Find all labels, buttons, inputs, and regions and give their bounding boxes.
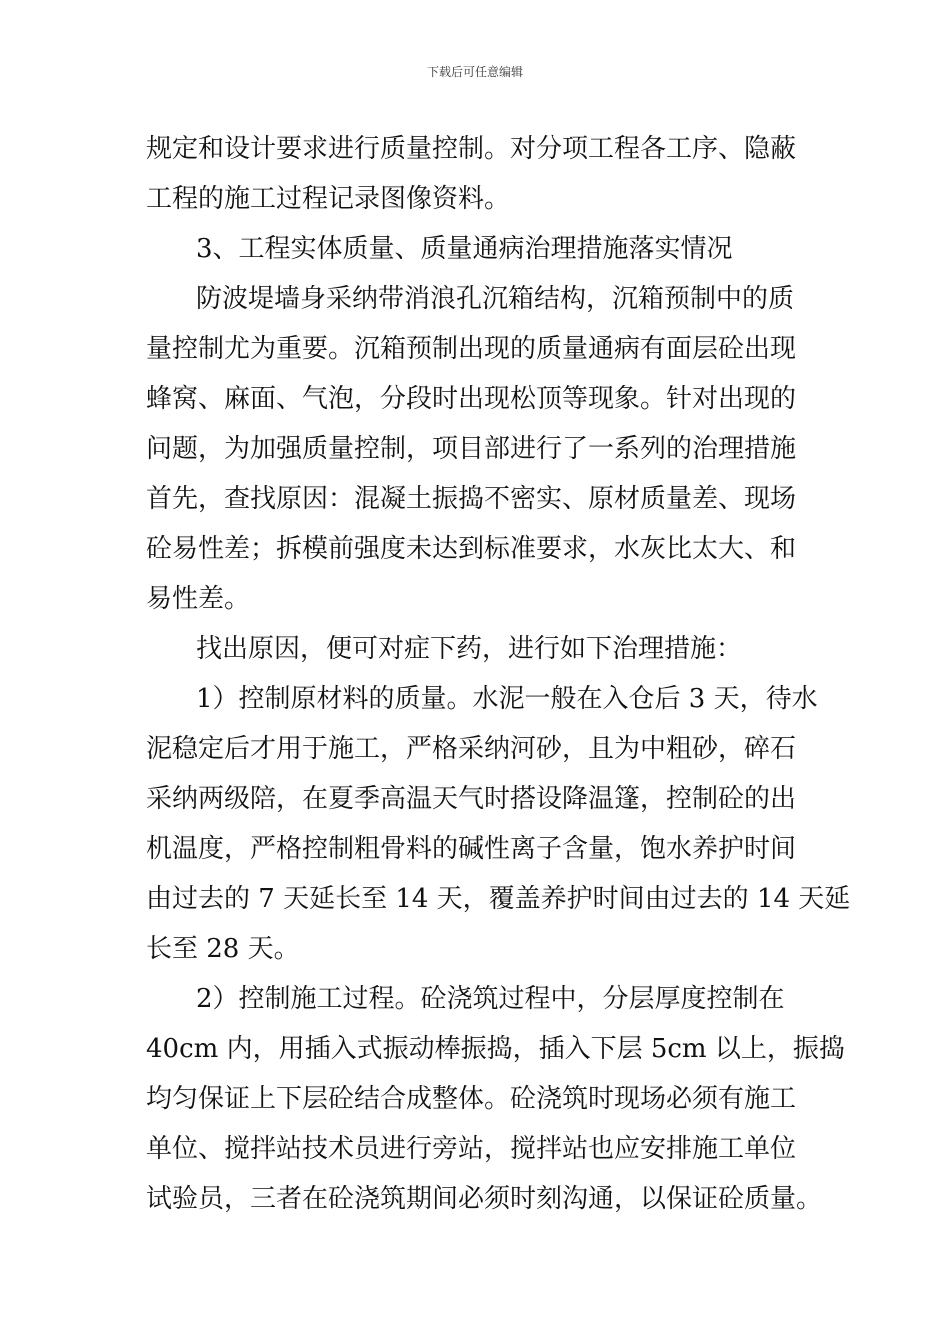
text-line: 找出原因，便可对症下药，进行如下治理措施：	[196, 634, 743, 664]
text-line: 首先，查找原因：混凝土振捣不密实、原材质量差、现场	[146, 484, 797, 514]
text-line: 蜂窝、麻面、气泡，分段时出现松顶等现象。针对出现的	[146, 384, 797, 414]
text-line: 砼易性差；拆模前强度未达到标准要求，水灰比太大、和	[146, 534, 797, 564]
text-line: 长至 28 天。	[146, 934, 300, 964]
section-heading: 3、工程实体质量、质量通病治理措施落实情况	[196, 234, 733, 264]
text-line: 易性差。	[146, 584, 251, 614]
text-line: 泥稳定后才用于施工，严格采纳河砂，且为中粗砂，碎石	[146, 734, 797, 764]
text-line: 均匀保证上下层砼结合成整体。砼浇筑时现场必须有施工	[146, 1084, 797, 1114]
text-line: 试验员，三者在砼浇筑期间必须时刻沟通，以保证砼质量。	[146, 1184, 823, 1214]
text-line: 40cm 内，用插入式振动棒振捣，插入下层 5cm 以上，振捣	[146, 1034, 845, 1064]
text-line: 2）控制施工过程。砼浇筑过程中，分层厚度控制在	[196, 984, 785, 1014]
text-line: 由过去的 7 天延长至 14 天，覆盖养护时间由过去的 14 天延	[146, 884, 851, 914]
text-line: 单位、搅拌站技术员进行旁站，搅拌站也应安排施工单位	[146, 1134, 797, 1164]
text-line: 问题，为加强质量控制，项目部进行了一系列的治理措施	[146, 434, 797, 464]
text-line: 防波堤墙身采纳带消浪孔沉箱结构，沉箱预制中的质	[196, 284, 795, 314]
page-header: 下载后可任意编辑	[426, 65, 523, 79]
text-line: 规定和设计要求进行质量控制。对分项工程各工序、隐蔽	[146, 134, 797, 164]
text-line: 1）控制原材料的质量。水泥一般在入仓后 3 天，待水	[196, 684, 818, 714]
text-line: 机温度，严格控制粗骨料的碱性离子含量，饱水养护时间	[146, 834, 797, 864]
text-line: 量控制尤为重要。沉箱预制出现的质量通病有面层砼出现	[146, 334, 797, 364]
text-line: 采纳两级陪，在夏季高温天气时搭设降温篷，控制砼的出	[146, 784, 797, 814]
text-line: 工程的施工过程记录图像资料。	[146, 184, 511, 214]
